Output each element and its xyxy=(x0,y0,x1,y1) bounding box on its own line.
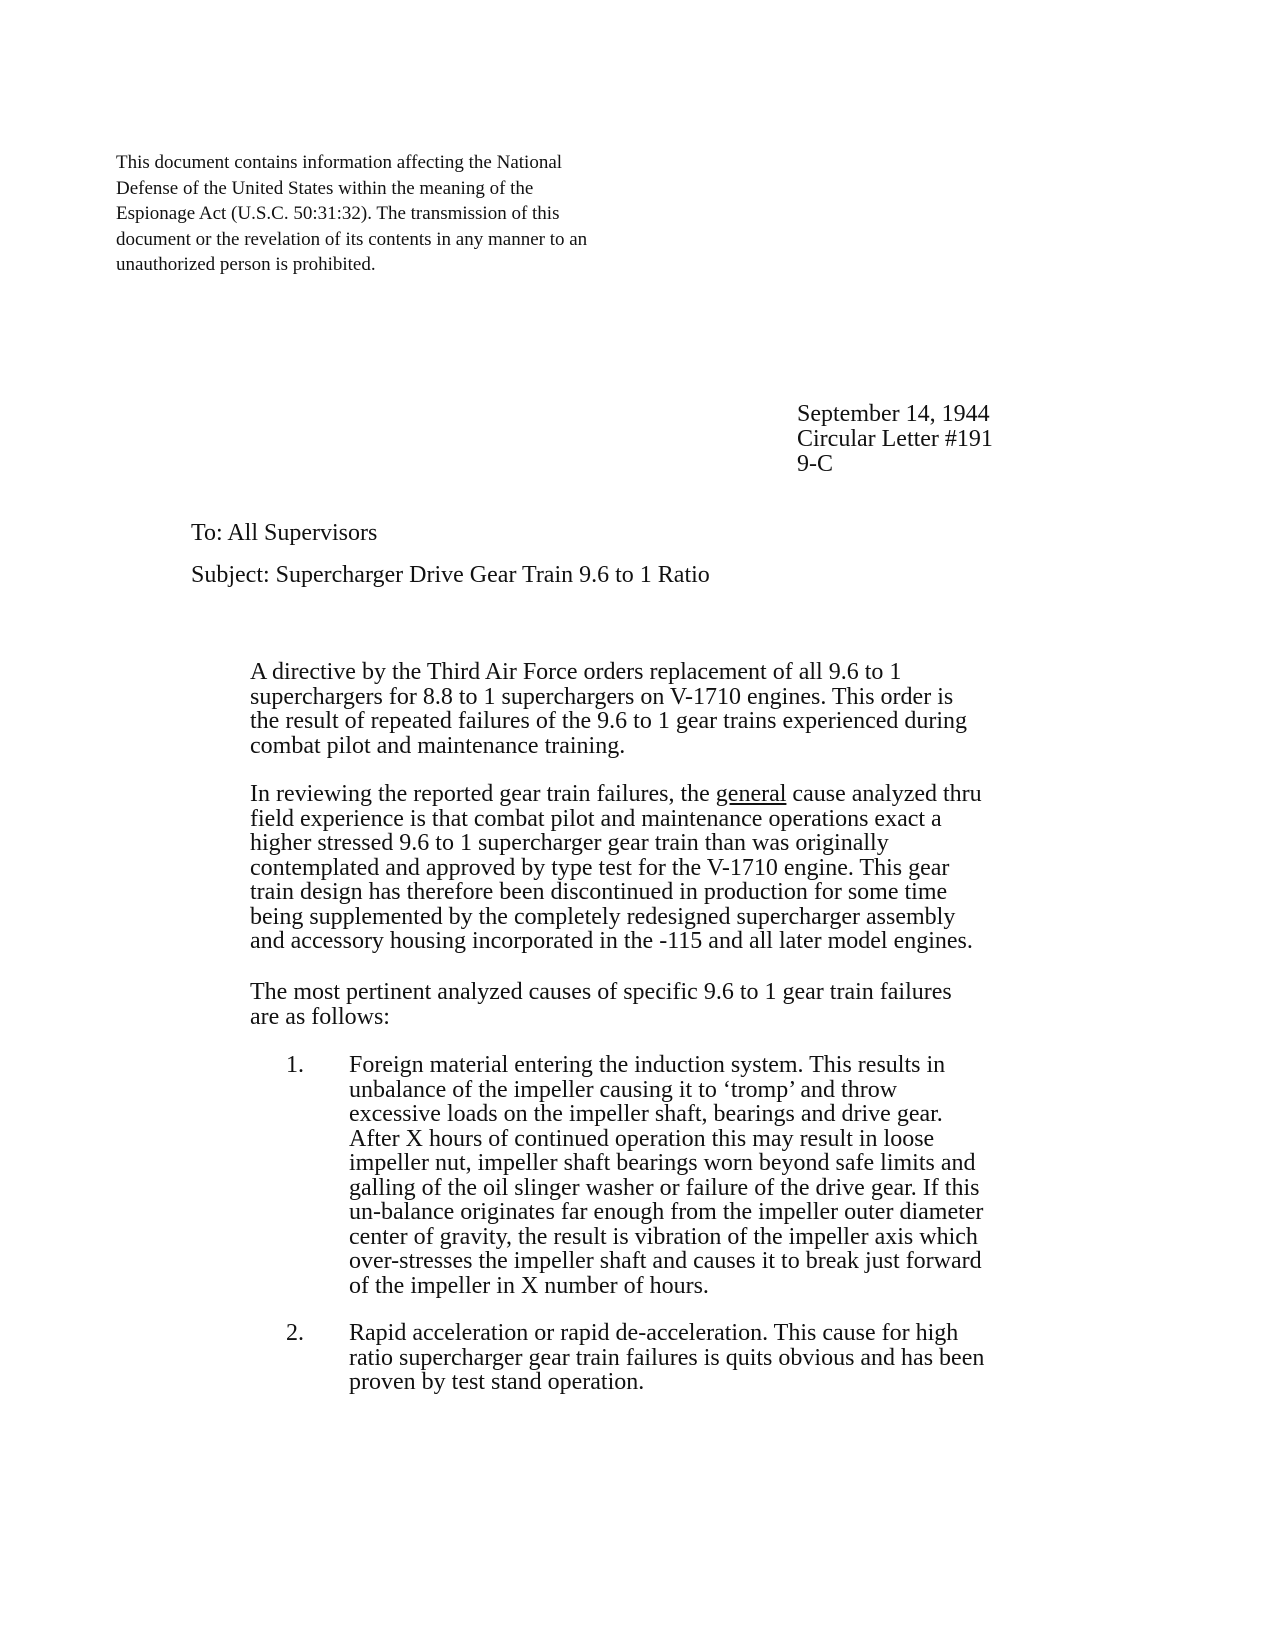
list-item-line: proven by test stand operation. xyxy=(349,1369,645,1395)
notice-line: Espionage Act (U.S.C. 50:31:32). The transmission of this xyxy=(116,203,560,224)
list-item-line: unbalance of the impeller causing it to ‘tromp’ and throw xyxy=(349,1076,898,1103)
notice-line: This document contains information affecting the National xyxy=(116,152,563,173)
subject-line: Subject: Supercharger Drive Gear Train 9.6 to 1 Ratio xyxy=(191,562,710,588)
paragraph-line: are as follows: xyxy=(250,1003,390,1030)
paragraph-line: A directive by the Third Air Force orders replacement of all 9.6 to 1 xyxy=(250,659,902,685)
list-item-line: center of gravity, the result is vibration of the impeller axis which xyxy=(349,1223,978,1250)
paragraph-line: train design has therefore been discontinued in production for some time xyxy=(250,879,948,905)
letter-number: Circular Letter #191 xyxy=(797,426,993,452)
list-item-line: Foreign material entering the induction system. This results in xyxy=(349,1052,946,1078)
list-item-line: of the impeller in X number of hours. xyxy=(349,1272,709,1299)
paragraph-text: In reviewing the reported gear train failures, the xyxy=(250,781,716,807)
letter-code: 9-C xyxy=(797,451,833,477)
paragraph-line: and accessory housing incorporated in the -115 and all later model engines. xyxy=(250,928,973,954)
paragraph-line: higher stressed 9.6 to 1 supercharger gear train than was originally xyxy=(250,830,889,856)
letter-header xyxy=(797,402,993,477)
list-item-line: impeller nut, impeller shaft bearings worn beyond safe limits and xyxy=(349,1150,976,1176)
list-item-line: over-stresses the impeller shaft and causes it to break just forward xyxy=(349,1248,982,1274)
notice-line: Defense of the United States within the meaning of the xyxy=(116,177,534,199)
list-item-text xyxy=(349,1321,1029,1395)
paragraph-text: cause analyzed thru xyxy=(786,781,982,807)
list-item-line: galling of the oil slinger washer or failure of the drive gear. If this xyxy=(349,1174,980,1201)
list-item-line: After X hours of continued operation this may result in loose xyxy=(349,1125,935,1152)
list-item-line: ratio supercharger gear train failures is quits obvious and has been xyxy=(349,1344,985,1371)
list-item-text xyxy=(349,1053,1029,1298)
paragraph-line: the result of repeated failures of the 9.6 to 1 gear trains experienced during xyxy=(250,708,968,734)
paragraph-line: contemplated and approved by type test for the V-1710 engine. This gear xyxy=(250,854,950,881)
paragraph-line: field experience is that combat pilot and maintenance operations exact a xyxy=(250,805,942,832)
paragraph-line: being supplemented by the completely redesigned supercharger assembly xyxy=(250,903,956,930)
list-item-line: un-balance originates far enough from the impeller outer diameter xyxy=(349,1199,984,1225)
list-item-line: Rapid acceleration or rapid de-acceleration. This cause for high xyxy=(349,1320,959,1346)
paragraph-review xyxy=(250,782,1020,954)
list-item-number: 2. xyxy=(286,1320,304,1346)
recipient-line: To: All Supervisors xyxy=(191,520,378,546)
paragraph-line: combat pilot and maintenance training. xyxy=(250,732,626,759)
security-notice xyxy=(116,150,656,278)
notice-line: unauthorized person is prohibited. xyxy=(116,254,376,275)
paragraph-line: superchargers for 8.8 to 1 superchargers on V-1710 engines. This order is xyxy=(250,683,954,710)
paragraph-line: The most pertinent analyzed causes of specific 9.6 to 1 gear train failures xyxy=(250,979,952,1005)
list-item-line: excessive loads on the impeller shaft, bearings and drive gear. xyxy=(349,1101,943,1127)
list-item-number: 1. xyxy=(286,1052,304,1078)
paragraph-line xyxy=(250,782,1020,807)
letter-date: September 14, 1944 xyxy=(797,401,990,427)
paragraph-causes-intro xyxy=(250,980,1020,1029)
underlined-word: general xyxy=(715,781,787,807)
notice-line: document or the revelation of its contents in any manner to an xyxy=(116,228,588,250)
paragraph-directive xyxy=(250,660,1020,758)
